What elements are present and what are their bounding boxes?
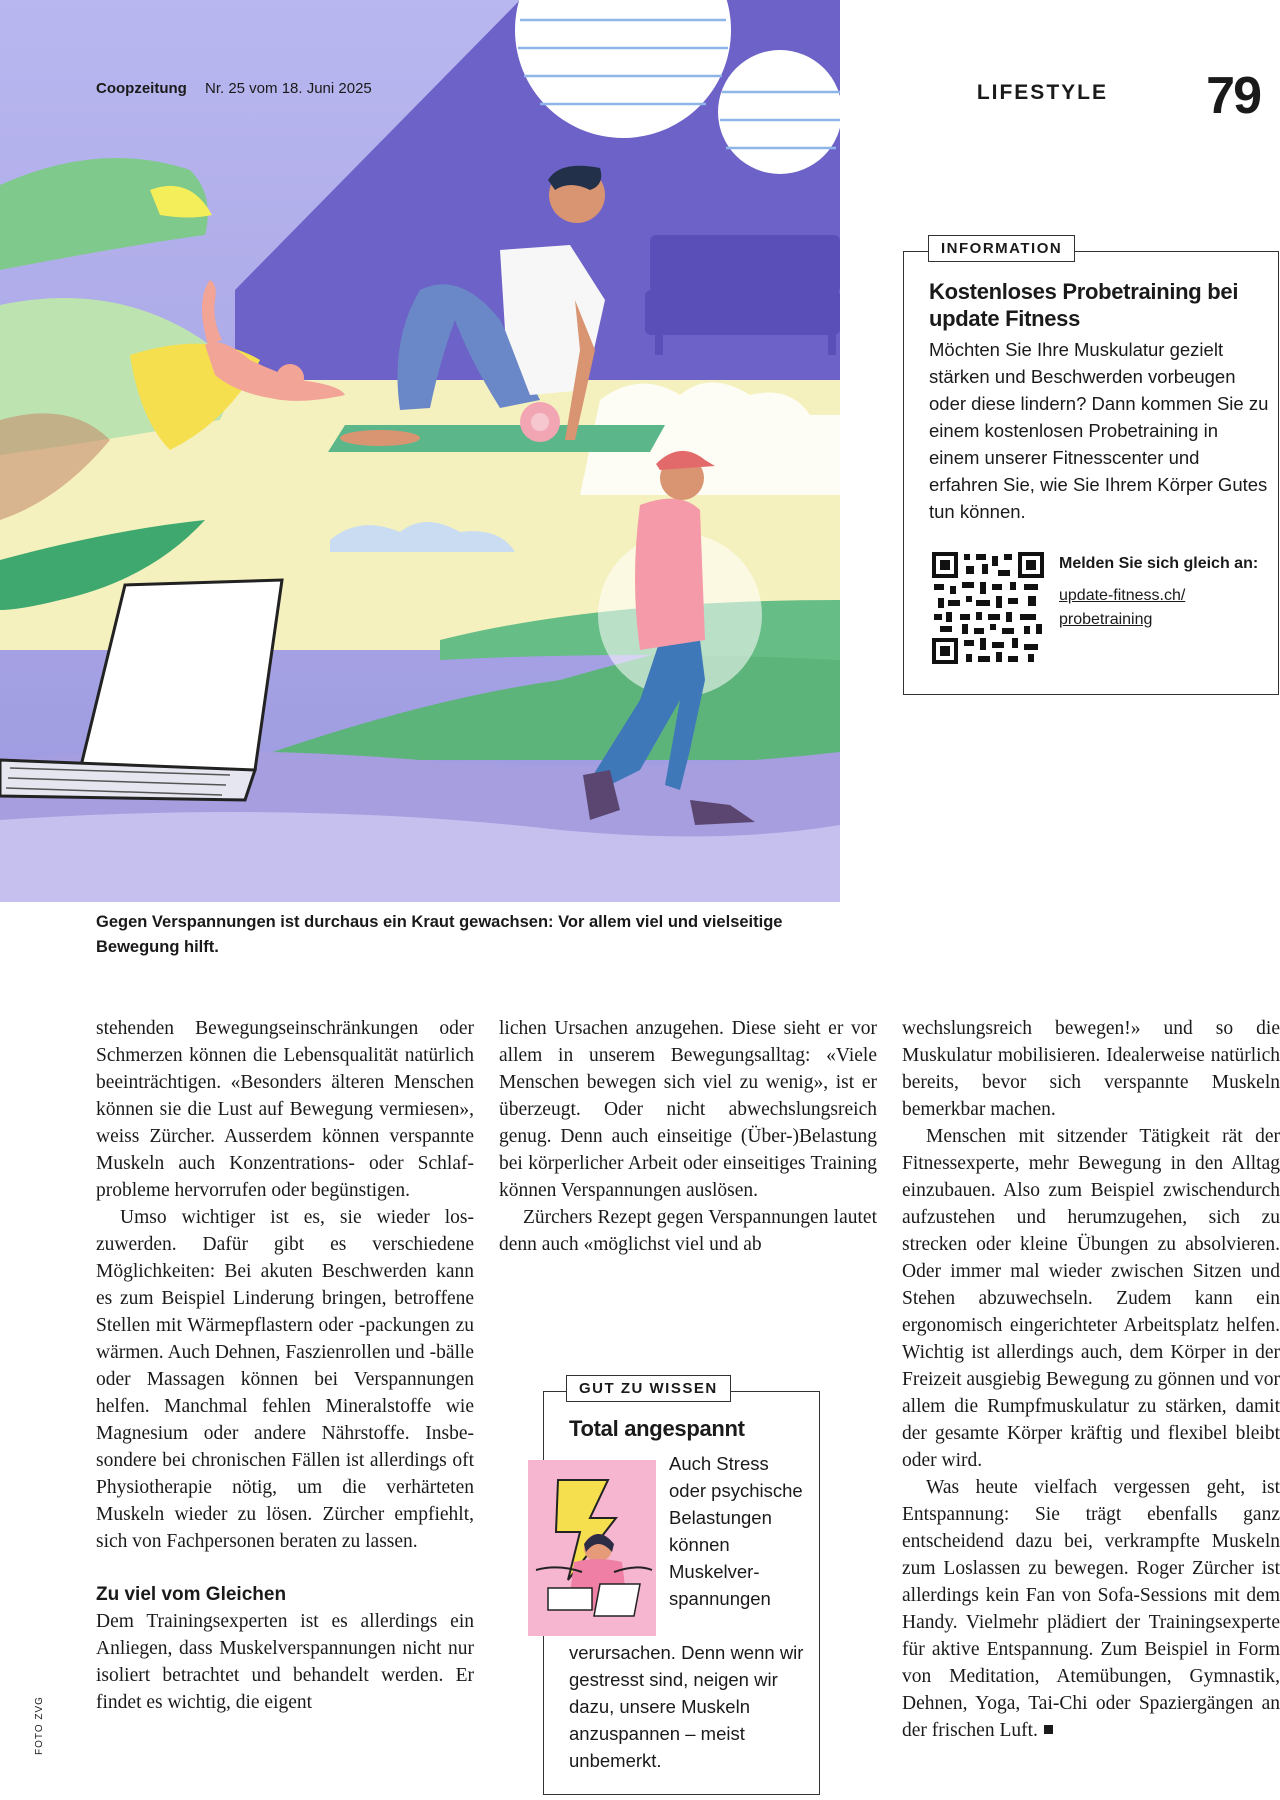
article-column-2: [499, 1015, 877, 1258]
qr-code-icon[interactable]: [932, 552, 1044, 664]
issue-info: Nr. 25 vom 18. Juni 2025: [205, 80, 372, 97]
paragraph: stehenden Bewegungseinschränkungen oder Schmerzen können die Lebensqualität natürlich beeinträchtigen. «Besonders älteren Menschen können sie die Lust auf Bewegung vermiesen», weiss Zürcher. Ausserdem können verspannte Muskeln auch Konzentrations- oder Schlafprobleme hervorrufen oder begünstigen.: [96, 1018, 474, 1201]
paragraph: lichen Ursachen anzugehen. Diese sieht er vor allem in unserem Bewegungsalltag: «Viele Menschen bewegen sich viel zu wenig», ist er überzeugt. Oder nicht abwechslungsreich genug. Denn auch einseitige (Über-)Belastung bei körperlicher Arbeit oder einseitiges Training können Verspannungen auslösen.: [499, 1018, 877, 1201]
know-box-text-below: verursachen. Denn wenn wir gestresst sind, neigen wir dazu, unsere Muskeln anzuspannen – meist unbemerkt.: [569, 1642, 804, 1771]
page-number: 79: [1206, 67, 1260, 125]
info-box-body: Möchten Sie Ihre Muskulatur gezielt stärken und Beschwerden vorbeugen oder diese lindern? Dann kommen Sie zu einem kostenlosen Probetraining in einem unserer Fitnesscenter und erfahren Sie, wie Sie Ihrem Körper Gutes tun können.: [929, 339, 1269, 522]
signup-link[interactable]: update-fitness.ch/ probetraining: [1059, 587, 1186, 628]
signup-block: [1059, 552, 1269, 632]
subheading: Zu viel vom Gleichen: [96, 1584, 287, 1605]
paragraph: Zürchers Rezept gegen Verspannungen lautet denn auch «möglichst viel und ab: [499, 1207, 877, 1255]
illustration-artwork: [0, 0, 840, 902]
know-box-title: Total angespannt: [569, 1416, 745, 1441]
image-caption: Gegen Verspannungen ist durchaus ein Kraut gewachsen: Vor allem viel und vielseitige Bewegung hilft.: [96, 913, 783, 956]
hero-illustration: [0, 0, 840, 902]
moon-small: [718, 50, 840, 174]
publication-name: Coopzeitung: [96, 80, 187, 97]
paragraph: [902, 1474, 1280, 1744]
end-mark-icon: [1044, 1725, 1053, 1734]
paragraph: Menschen mit sitzender Tätigkeit rät der Fitnessexperte, mehr Bewegung in den Alltag einzubauen. Also zum Beispiel zwischendurch aufzustehen und herumzugehen, sich zu strecken oder kleine Übungen zu absolvieren. Oder immer mal wieder zwischen Sitzen und Stehen abzuwechseln. Zudem kann ein ergonomisch eingerichteter Arbeitsplatz helfen. Wichtig ist allerdings auch, dem Körper in der Freizeit ausgiebig Bewegung zu gönnen und vor allem die Rumpfmuskulatur zu stärken, damit der gesamte Körper kräftig und flexibel bleibt oder wird.: [902, 1126, 1280, 1471]
gut-zu-wissen-box: [543, 1380, 820, 1795]
info-box-title: Kostenloses Probetraining bei update Fitness: [929, 279, 1239, 331]
section-title: LIFESTYLE: [976, 81, 1108, 104]
stressed-person-illustration: [528, 1460, 656, 1636]
article-column-3: [902, 1015, 1280, 1744]
article-column-1: [96, 1015, 474, 1716]
paragraph: wechslungsreich bewegen!» und so die Muskulatur mobilisieren. Idealerweise natürlich bereits, bevor sich verspannte Muskeln bemerkbar machen.: [902, 1018, 1280, 1120]
info-box-label: INFORMATION: [928, 235, 1075, 262]
paragraph: Dem Trainingsexperten ist es allerdings ein Anliegen, dass Muskelverspannungen nicht nur isoliert betrachtet und behandelt werden. Er findet es wichtig, die eigent: [96, 1611, 474, 1713]
paragraph-text: Was heute vielfach vergessen geht, ist Entspannung: Sie trägt ebenfalls ganz entscheidend dazu bei, verkrampfte Muskeln zum Loslassen zu bewegen. Roger Zürcher ist allerdings kein Fan von Sofa-Sessions mit dem Handy. Vielmehr plädiert der Trainingsexperte für aktive Entspannung. Zum Beispiel in Form von Meditation, Atemübungen, Gymnastik, Dehnen, Yoga, Tai-Chi oder Spaziergängen an der frischen Luft.: [902, 1477, 1280, 1741]
know-box-text-beside: Auch Stress oder psychische Belastungen können Muskelverspannungen: [669, 1453, 803, 1609]
information-box: [903, 240, 1279, 695]
masthead: [96, 80, 372, 97]
signup-lead: Melden Sie sich gleich an:: [1059, 555, 1259, 572]
paragraph: Umso wichtiger ist es, sie wieder loszuwerden. Dafür gibt es verschiedene Möglichkeiten: Bei akuten Beschwerden kann es zum Beispiel Linderung bringen, betroffene Stellen mit Wärmepflastern oder -packungen zu wärmen. Auch Dehnen, Faszienrollen und -bälle oder Massagen können bei Verspannungen helfen. Manchmal fehlen Mineralstoffe wie Magnesium oder andere Nährstoffe. Insbesondere bei chronischen Fällen ist allerdings oft Physiotherapie nötig, um die verhärteten Muskeln wieder zu lösen. Zürcher empfiehlt, sich von Fachpersonen beraten zu lassen.: [96, 1207, 474, 1552]
photo-credit: FOTO ZVG: [34, 1696, 45, 1755]
know-box-label: GUT ZU WISSEN: [566, 1375, 731, 1402]
